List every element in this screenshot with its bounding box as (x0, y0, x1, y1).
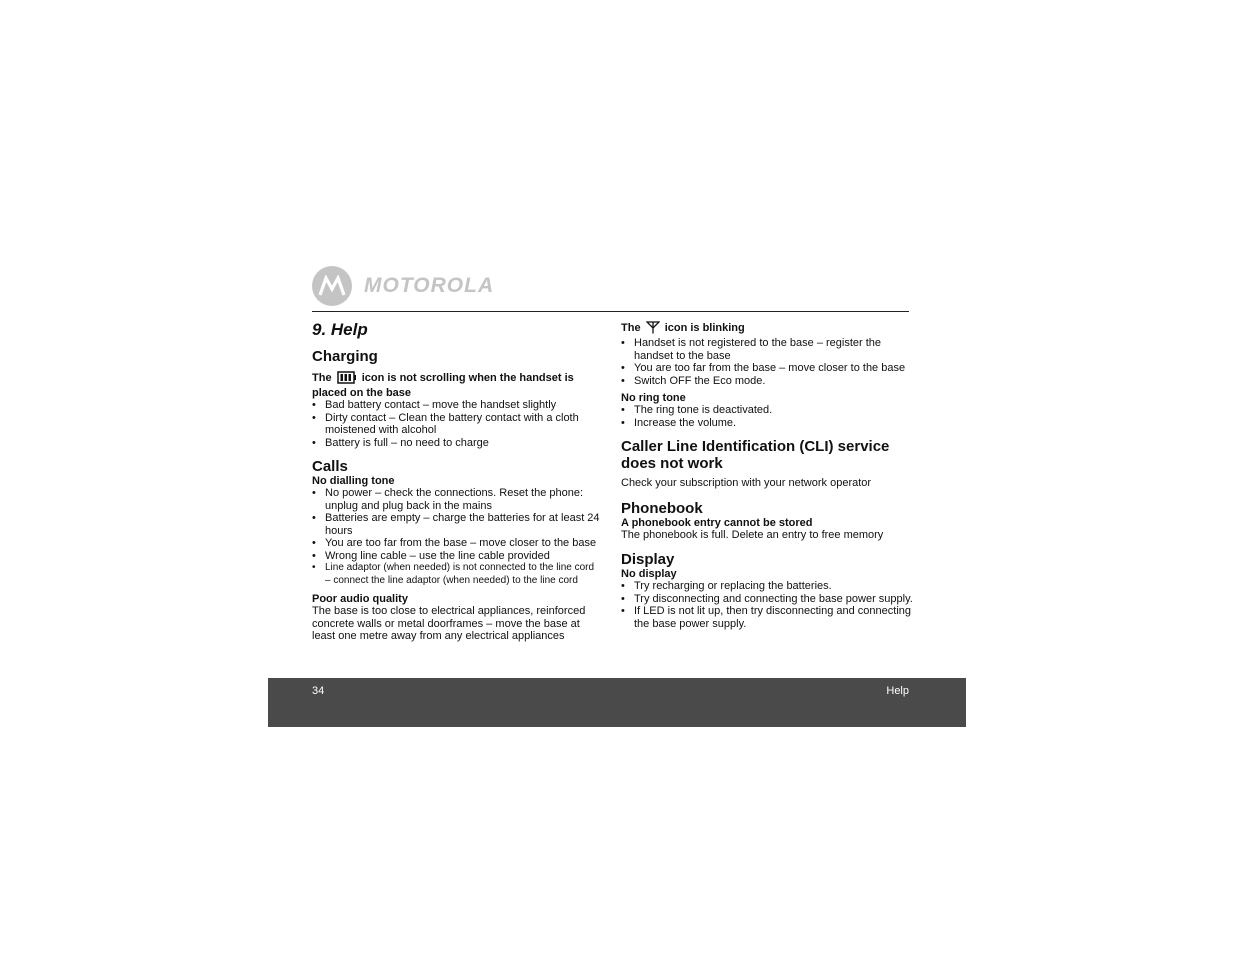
list-item: • Switch OFF the Eco mode. (621, 375, 913, 388)
phonebook-text: The phonebook is full. Delete an entry to free memory (621, 528, 884, 541)
motorola-batwing-icon (312, 266, 352, 306)
display-heading: Display (621, 551, 675, 568)
display-list (621, 580, 913, 630)
battery-icon (337, 371, 357, 387)
list-item: • Dirty contact – Clean the battery contact with a cloth moistened with alcohol (312, 412, 602, 437)
cli-heading: Caller Line Identification (CLI) service does not work (621, 438, 890, 472)
antenna-icon (646, 321, 660, 337)
phonebook-sub: A phonebook entry cannot be stored (621, 516, 813, 529)
brand-wordmark: MOTOROLA (364, 274, 495, 297)
list-item: • The ring tone is deactivated. (621, 404, 913, 417)
footer-section-label: Help (886, 685, 909, 697)
charging-issue: The icon is not scrolling when the handset is placed on the base (312, 372, 574, 399)
list-item: • Battery is full – no need to charge (312, 437, 602, 450)
phonebook-heading: Phonebook (621, 499, 703, 517)
list-item: • You are too far from the base – move closer to the base (621, 362, 913, 375)
antenna-list (621, 337, 913, 387)
motorola-logo (312, 266, 494, 306)
list-item: • No power – check the connections. Reset the phone: unplug and plug back in the mains (312, 487, 602, 512)
list-item: • Line adaptor (when needed) is not connected to the line cord – connect the line adaptor (when needed) to the line cord (312, 562, 602, 587)
list-item: • Increase the volume. (621, 417, 913, 430)
list-item: • Handset is not registered to the base – register the handset to the base (621, 337, 913, 362)
cli-text: Check your subscription with your network operator (621, 477, 872, 489)
poor-audio-title: Poor audio quality (312, 593, 408, 605)
left-column (312, 318, 602, 643)
poor-audio-text: The base is too close to electrical appliances, reinforced concrete walls or metal doorframes – move the base at least one metre away from any electrical appliances (312, 605, 586, 642)
right-column (621, 318, 913, 630)
list-item: • Try disconnecting and connecting the base power supply. (621, 593, 913, 606)
list-item: • If LED is not lit up, then try disconnecting and connecting the base power supply. (621, 605, 913, 630)
list-item: • Wrong line cable – use the line cable provided (312, 550, 602, 563)
display-sub: No display (621, 568, 677, 580)
list-item: • Batteries are empty – charge the batteries for at least 24 hours (312, 512, 602, 537)
antenna-issue: The icon is blinking (621, 321, 913, 337)
chapter-title: 9. Help (312, 320, 368, 339)
no-dialling-tone-title: No dialling tone (312, 475, 395, 487)
ring-list (621, 404, 913, 429)
list-item: • Bad battery contact – move the handset slightly (312, 399, 602, 412)
list-item: • Try recharging or replacing the batteries. (621, 580, 913, 593)
charging-heading: Charging (312, 348, 378, 365)
page-number: 34 (312, 685, 325, 697)
no-dialling-tone-list (312, 487, 602, 587)
header-rule (312, 311, 909, 312)
no-ring-tone-title: No ring tone (621, 392, 686, 404)
page-footer (268, 678, 966, 727)
charging-list (312, 399, 602, 449)
calls-heading: Calls (312, 458, 348, 475)
list-item: • You are too far from the base – move closer to the base (312, 537, 602, 550)
